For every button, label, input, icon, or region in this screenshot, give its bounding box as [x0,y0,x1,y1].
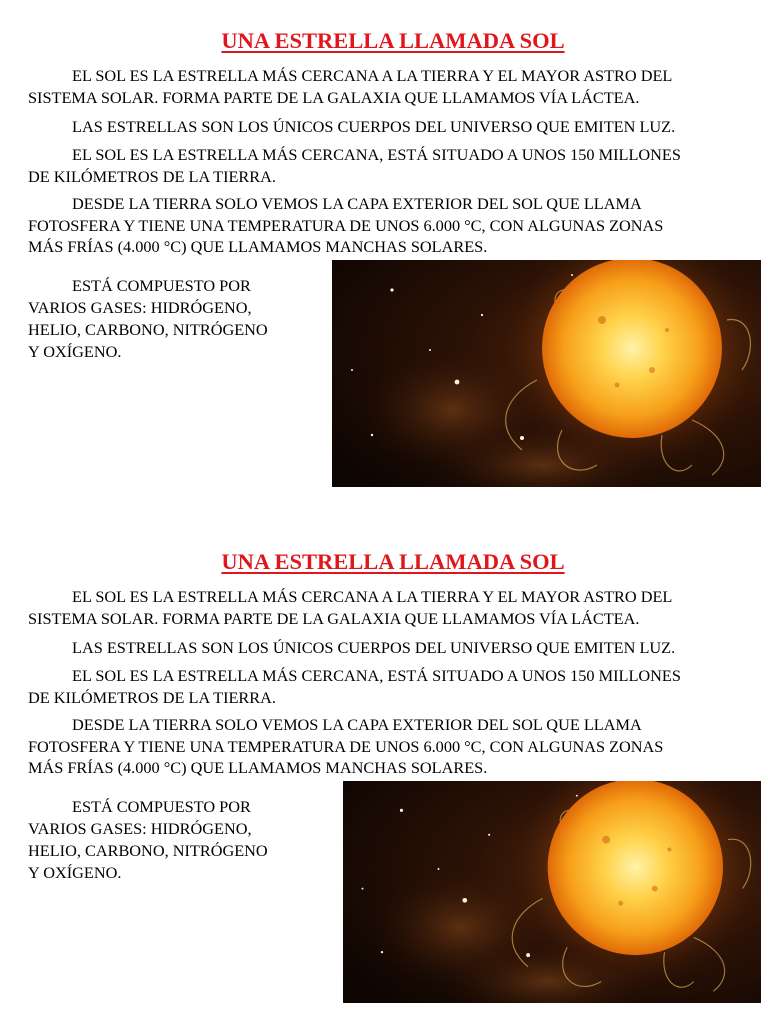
page-title: UNA ESTRELLA LLAMADA SOL [221,28,565,53]
paragraph-4 [28,714,759,779]
paragraph-1 [28,586,759,629]
text-line: FOTOSFERA Y TIENE UNA TEMPERATURA DE UNOS 6.000 °C, CON ALGUNAS ZONAS [28,736,664,756]
text-line: LAS ESTRELLAS SON LOS ÚNICOS CUERPOS DEL UNIVERSO QUE EMITEN LUZ. [72,117,676,136]
paragraph-2 [28,116,759,138]
text-line: VARIOS GASES: HIDRÓGENO, [28,819,252,838]
sun-image [343,781,761,1003]
text-line: EL SOL ES LA ESTRELLA MÁS CERCANA, ESTÁ SITUADO A UNOS 150 MILLONES [72,666,681,685]
text-line: DESDE LA TIERRA SOLO VEMOS LA CAPA EXTERIOR DEL SOL QUE LLAMA [72,194,642,213]
text-line: MÁS FRÍAS (4.000 °C) QUE LLAMAMOS MANCHAS SOLARES. [28,237,488,256]
text-line: MÁS FRÍAS (4.000 °C) QUE LLAMAMOS MANCHAS SOLARES. [28,758,488,777]
sun-image [332,260,761,487]
sun-illustration [332,260,761,487]
composition-text [28,796,268,884]
page-title: UNA ESTRELLA LLAMADA SOL [221,549,565,574]
paragraph-3 [28,144,759,187]
text-line: DE KILÓMETROS DE LA TIERRA. [28,687,276,707]
text-line: EL SOL ES LA ESTRELLA MÁS CERCANA, ESTÁ SITUADO A UNOS 150 MILLONES [72,145,681,164]
paragraph-4 [28,193,759,258]
composition-text [28,275,268,363]
text-line: HELIO, CARBONO, NITRÓGENO [28,320,268,339]
paragraph-3 [28,665,759,708]
text-line: EL SOL ES LA ESTRELLA MÁS CERCANA A LA TIERRA Y EL MAYOR ASTRO DEL [72,587,673,606]
text-line: ESTÁ COMPUESTO POR [72,276,251,295]
text-line: Y OXÍGENO. [28,863,122,882]
text-line: EL SOL ES LA ESTRELLA MÁS CERCANA A LA TIERRA Y EL MAYOR ASTRO DEL [72,66,673,85]
sun-illustration [343,781,761,1003]
paragraph-2 [28,637,759,659]
text-line: FOTOSFERA Y TIENE UNA TEMPERATURA DE UNOS 6.000 °C, CON ALGUNAS ZONAS [28,215,664,235]
text-line: SISTEMA SOLAR. FORMA PARTE DE LA GALAXIA QUE LLAMAMOS VÍA LÁCTEA. [28,608,640,628]
text-line: DESDE LA TIERRA SOLO VEMOS LA CAPA EXTERIOR DEL SOL QUE LLAMA [72,715,642,734]
text-line: VARIOS GASES: HIDRÓGENO, [28,298,252,317]
text-line: LAS ESTRELLAS SON LOS ÚNICOS CUERPOS DEL UNIVERSO QUE EMITEN LUZ. [72,638,676,657]
paragraph-1 [28,65,759,108]
text-line: HELIO, CARBONO, NITRÓGENO [28,841,268,860]
text-line: SISTEMA SOLAR. FORMA PARTE DE LA GALAXIA QUE LLAMAMOS VÍA LÁCTEA. [28,87,640,107]
text-line: DE KILÓMETROS DE LA TIERRA. [28,166,276,186]
text-line: ESTÁ COMPUESTO POR [72,797,251,816]
text-line: Y OXÍGENO. [28,342,122,361]
